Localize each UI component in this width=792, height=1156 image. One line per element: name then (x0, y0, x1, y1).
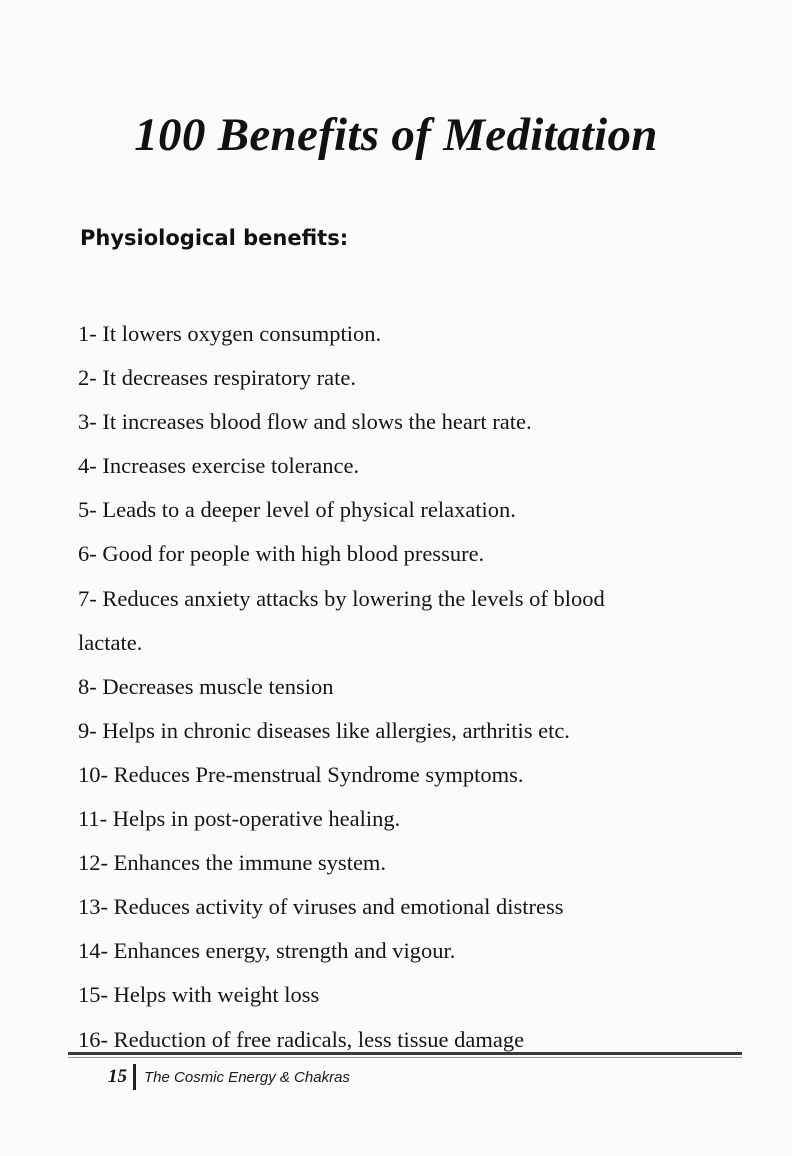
benefit-item: 1- It lowers oxygen consumption. (78, 321, 382, 346)
benefit-item: 7- Reduces anxiety attacks by lowering the levels of blood (78, 585, 605, 611)
benefit-item: 13- Reduces activity of viruses and emotional distress (78, 894, 564, 920)
benefit-item: 12- Enhances the immune system. (78, 850, 387, 876)
benefit-item: 3- It increases blood flow and slows the heart rate. (78, 409, 532, 435)
benefit-item: 8- Decreases muscle tension (78, 673, 334, 699)
benefit-item-continuation: lactate. (78, 629, 143, 655)
benefit-item: 5- Leads to a deeper level of physical relaxation. (78, 497, 516, 523)
benefit-item: 16- Reduction of free radicals, less tissue damage (78, 1026, 525, 1052)
footer-divider (133, 1064, 136, 1090)
footer-rule-shadow (68, 1057, 742, 1058)
benefit-item: 9- Helps in chronic diseases like allergies, arthritis etc. (78, 717, 570, 743)
page-title: 100 Benefits of Meditation (134, 109, 658, 161)
section-heading: Physiological benefits: (80, 226, 349, 250)
benefit-item: 2- It decreases respiratory rate. (78, 365, 356, 391)
running-book-title: The Cosmic Energy & Chakras (144, 1068, 350, 1086)
benefit-item: 6- Good for people with high blood pressure. (78, 541, 485, 567)
benefit-item: 4- Increases exercise tolerance. (78, 453, 360, 479)
page-number: 15 (108, 1066, 127, 1087)
benefit-list (78, 312, 718, 1062)
page-footer (108, 1064, 350, 1090)
benefit-item: 11- Helps in post-operative healing. (78, 806, 401, 832)
footer-rule (68, 1052, 742, 1055)
benefit-item: 14- Enhances energy, strength and vigour. (78, 938, 456, 964)
benefit-item: 15- Helps with weight loss (78, 982, 320, 1008)
benefit-item: 10- Reduces Pre-menstrual Syndrome symptoms. (78, 761, 524, 787)
